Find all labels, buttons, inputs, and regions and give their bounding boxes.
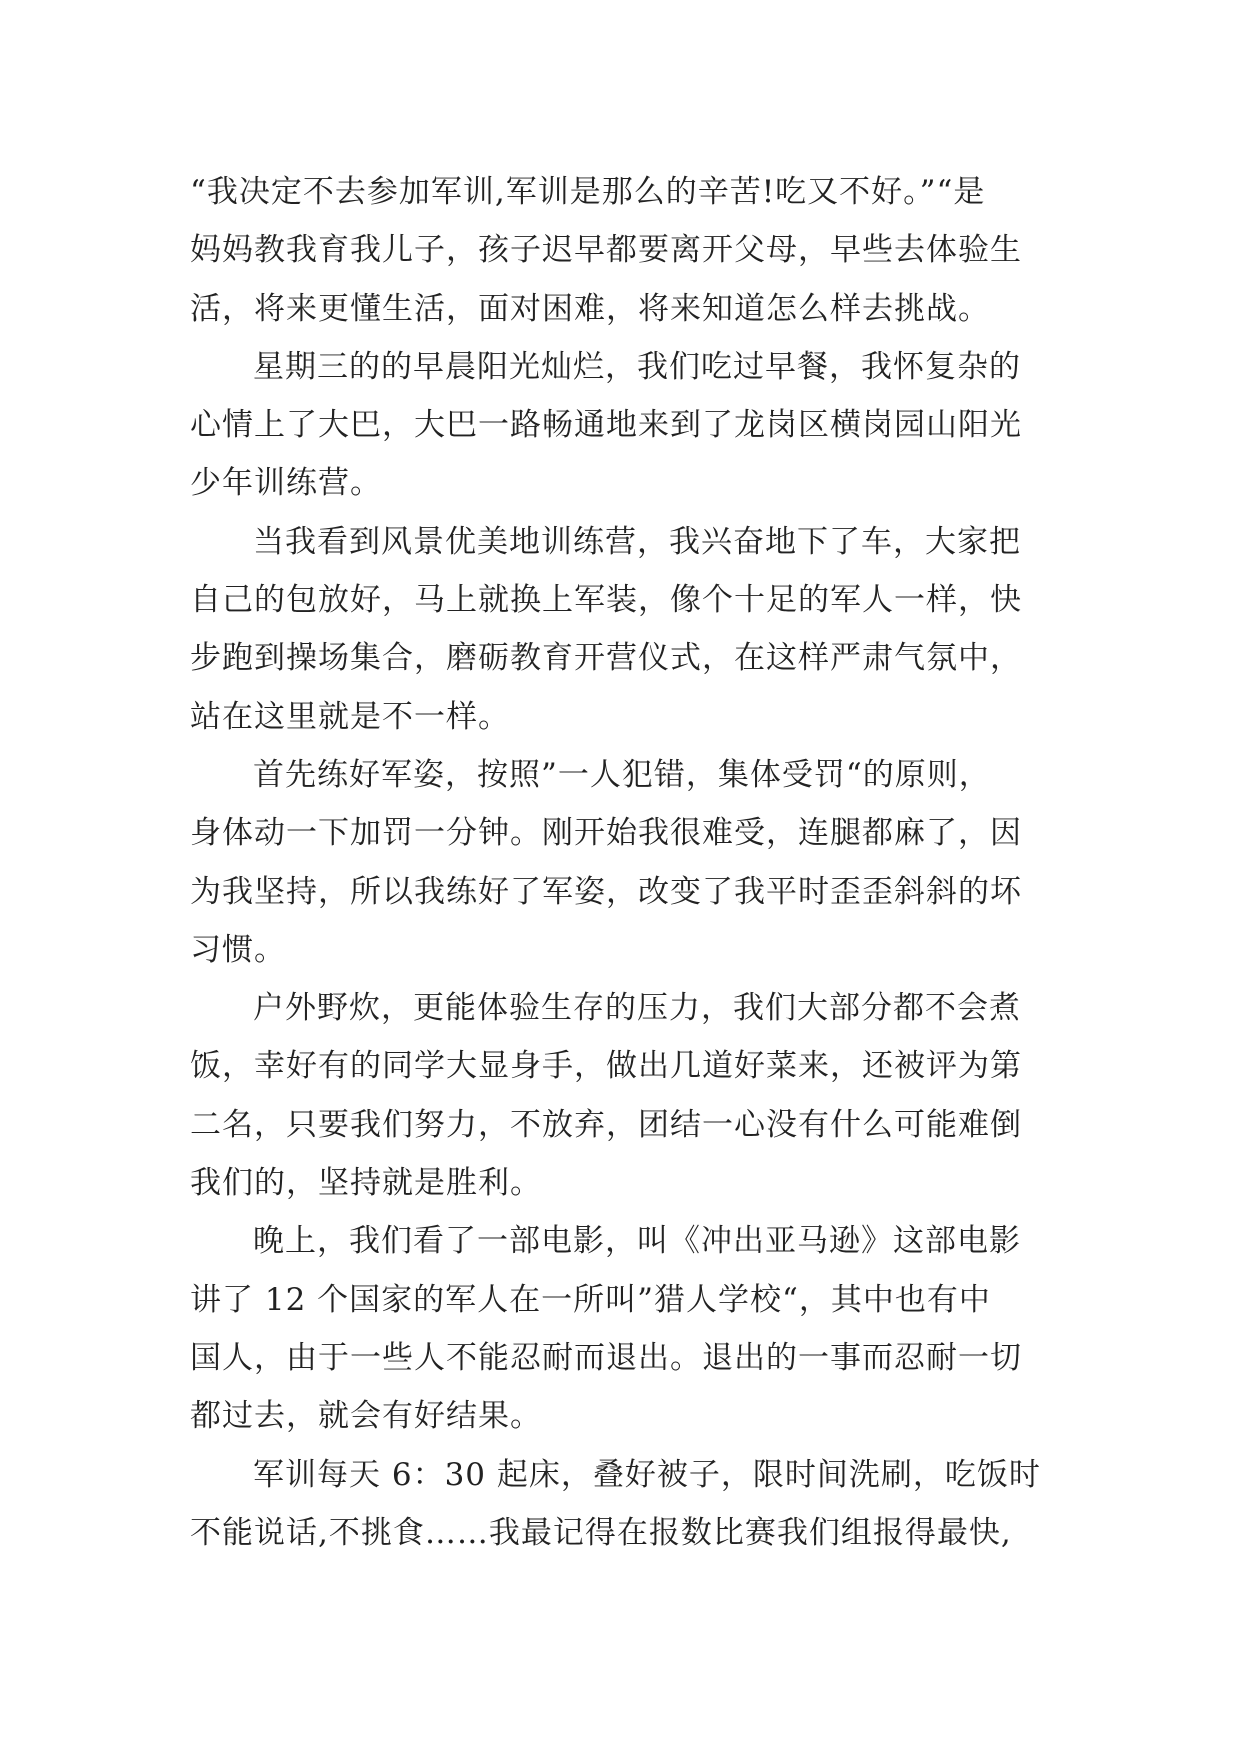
body-text — [190, 163, 1060, 1562]
text-line: 习惯。 — [190, 931, 286, 968]
text-line: “我决定不去参加军训,军训是那么的辛苦!吃又不好。”“是 — [190, 174, 986, 210]
text-line: 二名，只要我们努力，不放弃，团结一心没有什么可能难倒 — [190, 1106, 1022, 1143]
text-line: 自己的包放好，马上就换上军装，像个十足的军人一样，快 — [190, 582, 1022, 619]
text-line: 活，将来更懂生活，面对困难，将来知道怎么样去挑战。 — [190, 290, 990, 327]
text-line: 步跑到操场集合，磨砺教育开营仪式，在这样严肃气氛中， — [190, 640, 1022, 677]
text-line: 讲了 12 个国家的军人在一所叫”猎人学校“，其中也有中 — [190, 1281, 991, 1318]
text-line: 都过去，就会有好结果。 — [190, 1398, 542, 1435]
text-line: 我们的，坚持就是胜利。 — [190, 1165, 542, 1202]
text-line: 身体动一下加罚一分钟。刚开始我很难受，连腿都麻了，因 — [190, 815, 1022, 852]
text-line: 心情上了大巴，大巴一路畅通地来到了龙岗区横岗园山阳光 — [190, 407, 1022, 444]
paragraph-first-line: 晚上，我们看了一部电影，叫《冲出亚马逊》这部电影 — [253, 1223, 1021, 1260]
text-line: 饭，幸好有的同学大显身手，做出几道好菜来，还被评为第 — [190, 1048, 1022, 1085]
paragraph-first-line: 户外野炊，更能体验生存的压力，我们大部分都不会煮 — [253, 990, 1021, 1027]
paragraph-first-line: 星期三的的早晨阳光灿烂，我们吃过早餐，我怀复杂的 — [253, 348, 1021, 385]
text-line: 妈妈教我育我儿子，孩子迟早都要离开父母，早些去体验生 — [190, 232, 1022, 269]
paragraph-first-line: 当我看到风景优美地训练营，我兴奋地下了车，大家把 — [253, 523, 1021, 560]
text-line: 站在这里就是不一样。 — [190, 698, 510, 735]
paragraph-first-line: 军训每天 6：30 起床，叠好被子，限时间洗刷，吃饭时 — [253, 1456, 1041, 1493]
text-line: 为我坚持，所以我练好了军姿，改变了我平时歪歪斜斜的坏 — [190, 873, 1022, 910]
text-line: 少年训练营。 — [190, 465, 382, 502]
text-line: 国人，由于一些人不能忍耐而退出。退出的一事而忍耐一切 — [190, 1339, 1022, 1376]
text-line: 不能说话,不挑食……我最记得在报数比赛我们组报得最快, — [190, 1514, 1012, 1551]
paragraph-first-line: 首先练好军姿，按照”一人犯错，集体受罚“的原则， — [253, 756, 991, 793]
